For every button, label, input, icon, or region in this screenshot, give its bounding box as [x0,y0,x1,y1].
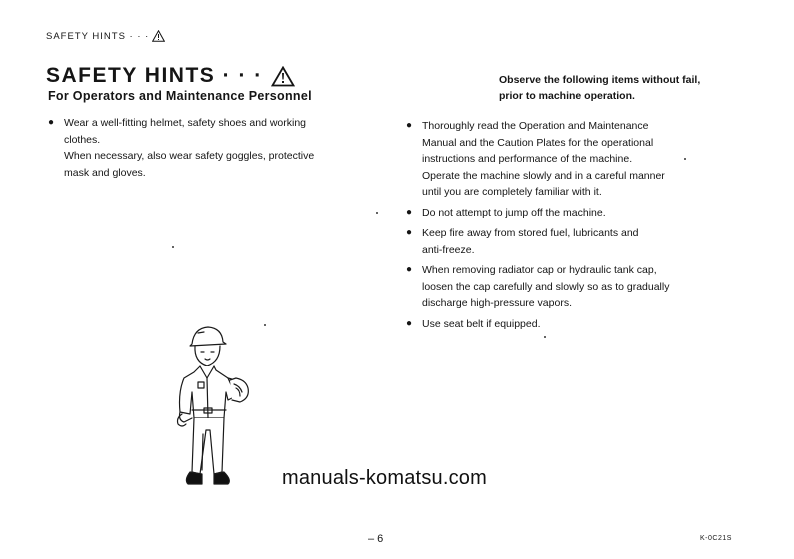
scan-speck [172,246,174,248]
list-item-line: When necessary, also wear safety goggles, protective [64,150,315,162]
page-title [46,64,295,88]
intro-note [499,72,700,104]
list-item-line: anti-freeze. [422,243,475,256]
list-item-line: instructions and performance of the machine. [422,153,633,165]
intro-line: Observe the following items without fail, [499,74,701,86]
warning-triangle-icon [152,30,165,42]
list-item-line: loosen the cap carefully and slowly so as to gradually [422,280,670,293]
scan-speck [376,212,378,214]
right-hint-list [406,118,718,336]
list-item-line: Operate the machine slowly and in a careful manner [422,169,665,182]
scan-speck [544,336,546,338]
worker-with-helmet-illustration [170,322,256,499]
list-item-line: Keep fire away from stored fuel, lubricants and [422,227,639,239]
bullet-icon: ● [406,120,413,131]
bullet-icon: ● [406,227,413,238]
running-header [46,30,165,42]
page-title-text: SAFETY HINTS · · · [46,64,263,87]
scan-speck [684,158,686,160]
document-code: K-0C21S [700,535,732,542]
list-item-line: Wear a well-fitting helmet, safety shoes and working [64,117,307,129]
list-item [406,225,718,258]
list-item [406,118,718,201]
list-item-line: Do not attempt to jump off the machine. [422,206,606,219]
list-item-line: until you are completely familiar with it. [422,186,602,198]
left-hint-list [48,115,362,181]
bullet-icon: ● [406,206,413,218]
bullet-icon: ● [406,264,413,275]
list-item-line: clothes. [64,133,101,146]
warning-triangle-icon [271,66,295,87]
page-number: – 6 [368,533,384,545]
list-item-line: Use seat belt if equipped. [422,317,541,330]
list-item-line: Thoroughly read the Operation and Maintenance [422,120,649,132]
list-item [406,262,718,312]
list-item [406,205,718,222]
watermark: manuals-komatsu.com [282,467,487,489]
scan-speck [264,324,266,326]
list-item [406,316,718,333]
list-item-line: When removing radiator cap or hydraulic tank cap, [422,264,657,276]
list-item [48,115,362,181]
bullet-icon: ● [48,117,55,128]
list-item-line: mask and gloves. [64,166,146,179]
list-item-line: discharge high-pressure vapors. [422,297,572,309]
intro-line: prior to machine operation. [499,90,635,102]
list-item-line: Manual and the Caution Plates for the operational [422,136,654,149]
running-header-label: SAFETY HINTS · · · [46,30,150,42]
bullet-icon: ● [406,317,413,329]
page-subtitle: For Operators and Maintenance Personnel [48,89,312,103]
